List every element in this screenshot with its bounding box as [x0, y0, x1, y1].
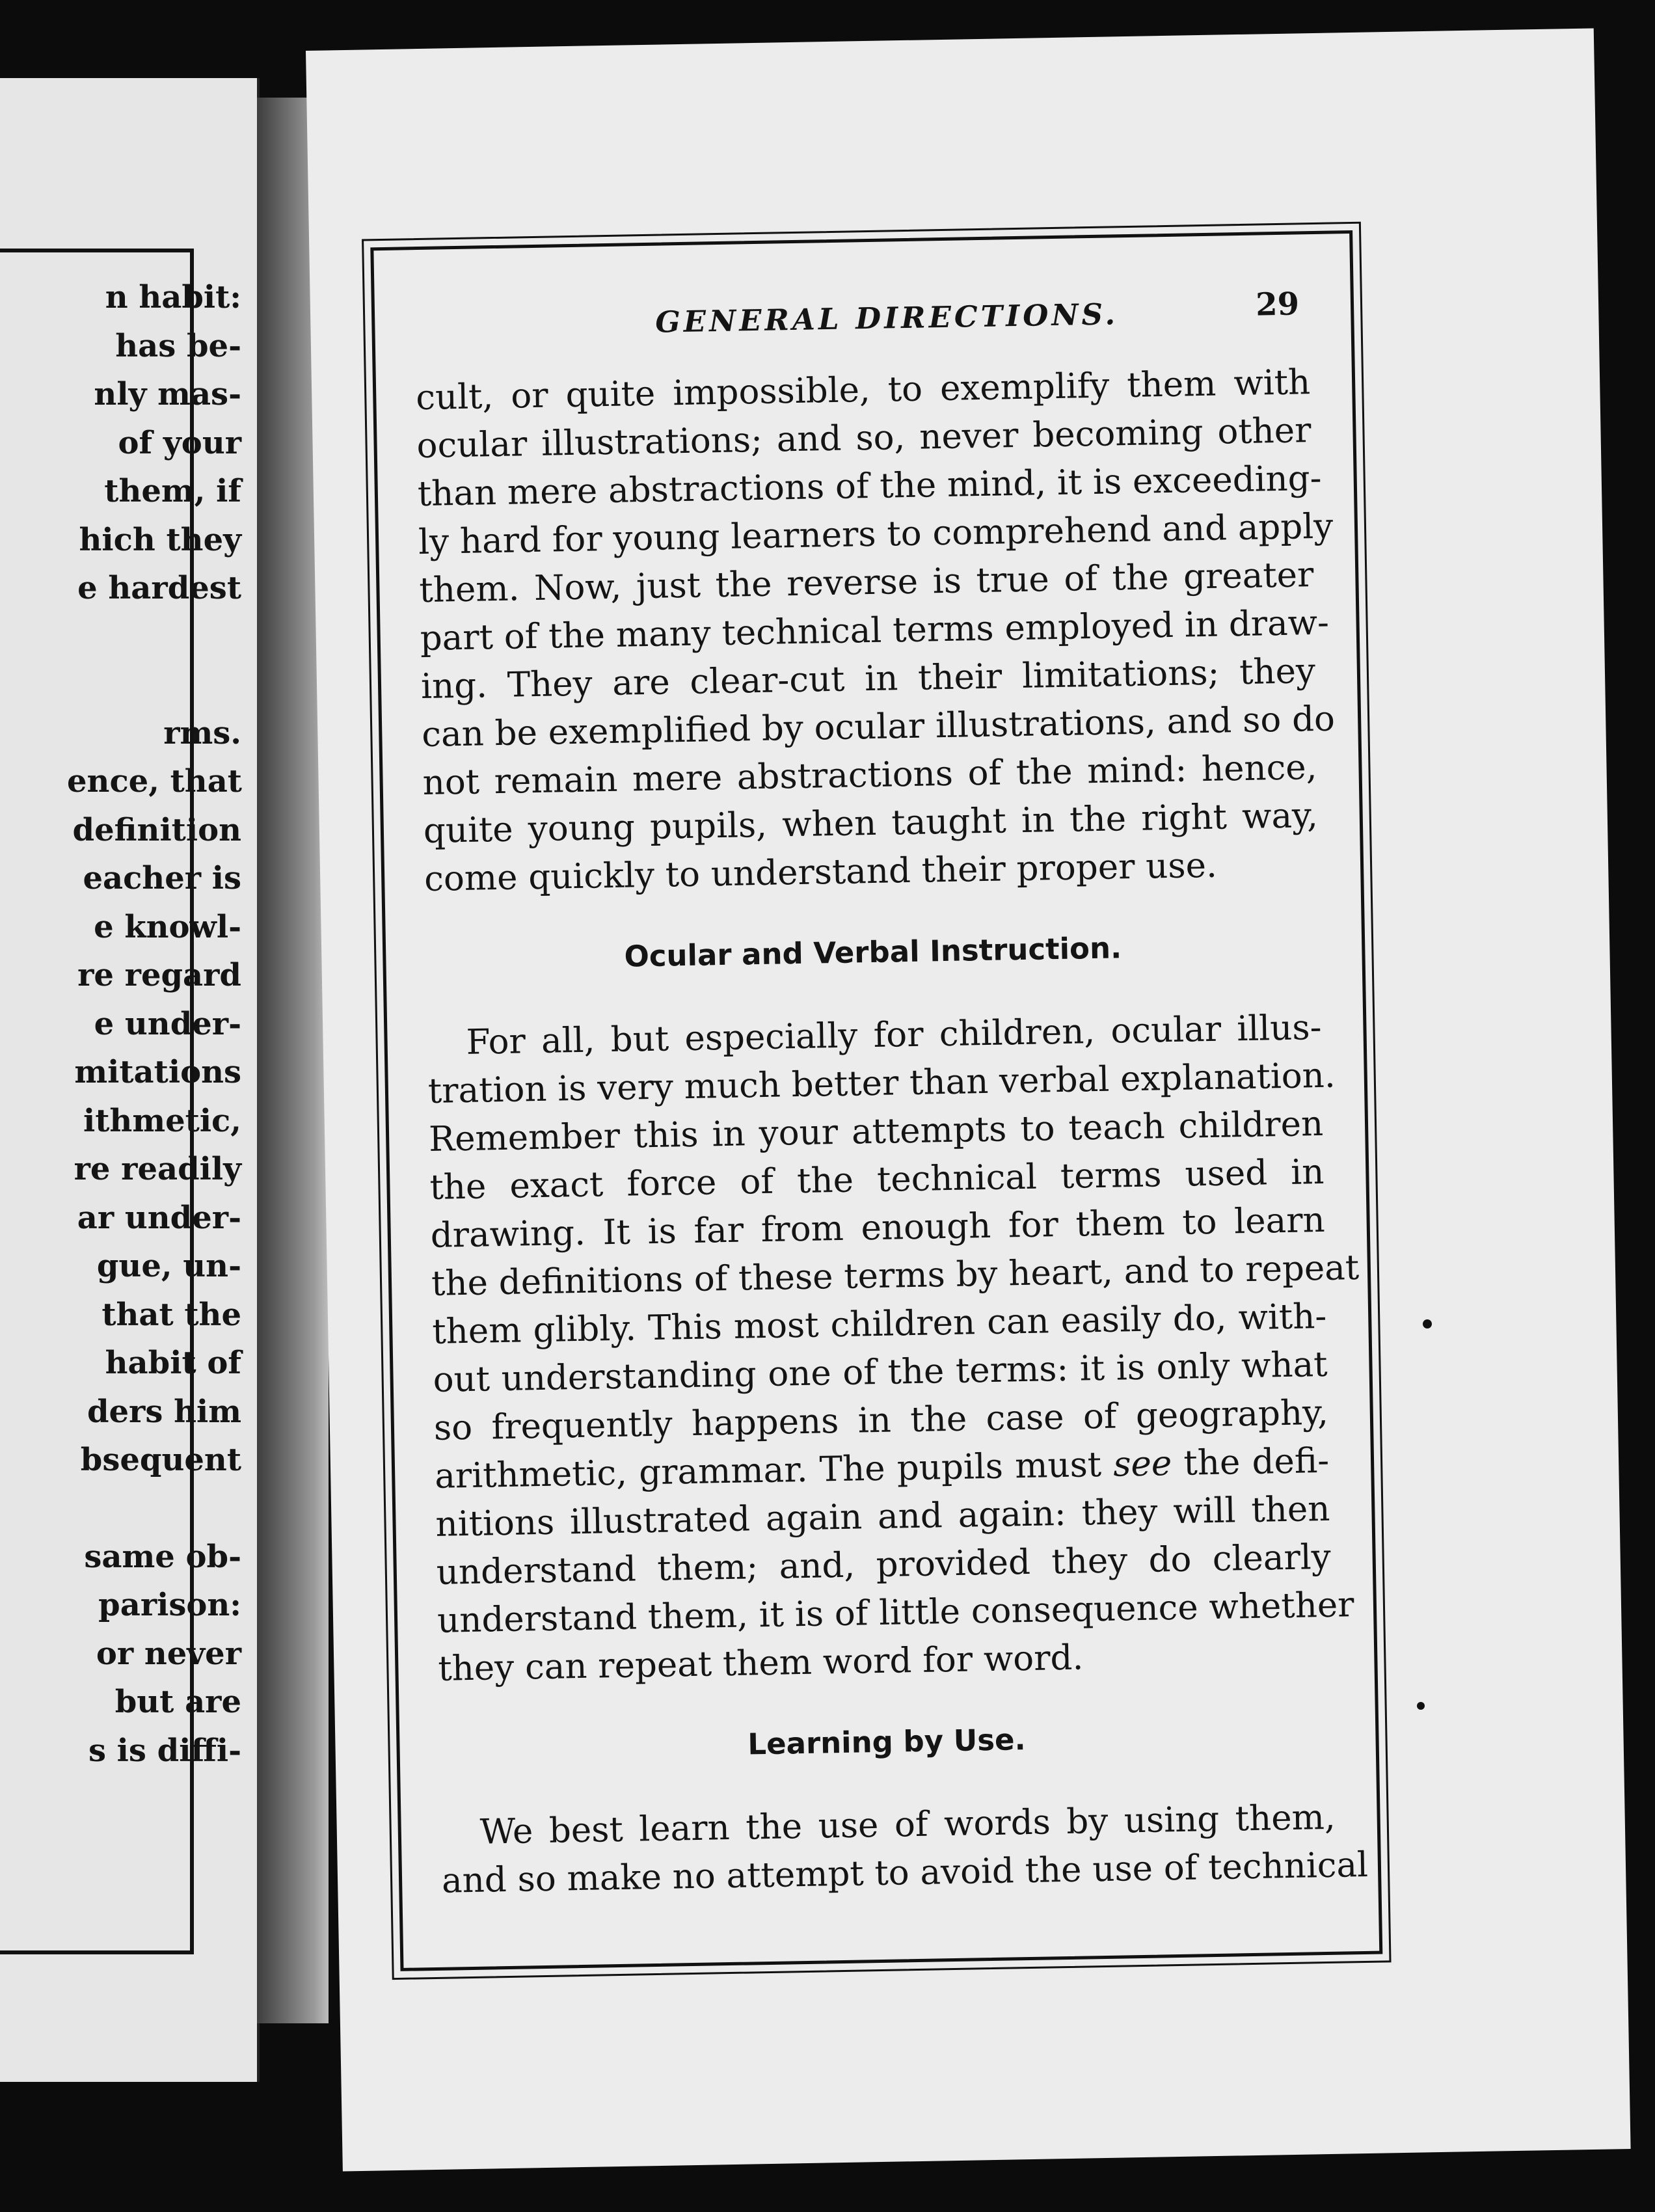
left-line: hich they: [79, 521, 241, 558]
left-line: bsequent: [80, 1442, 241, 1478]
text-line: Remember this in your attempts to teach children: [428, 1103, 1324, 1159]
margin-speck: [1423, 1319, 1432, 1329]
text-line: out understanding one of the terms: it is only what: [433, 1344, 1328, 1400]
left-line: has be-: [115, 327, 241, 364]
left-line: rms.: [163, 714, 241, 751]
text-line: them. Now, just the reverse is true of the greater: [418, 555, 1314, 611]
left-line: n habit:: [105, 279, 241, 316]
text-line: understand them; and, provided they do clearly: [436, 1537, 1332, 1593]
section-heading-learning-by-use: Learning by Use.: [747, 1722, 1027, 1762]
text-line: For all, but especially for children, ocular illus-: [466, 1007, 1322, 1062]
text-line: quite young pupils, when taught in the right way,: [423, 796, 1319, 852]
left-line: of your: [118, 424, 241, 461]
left-line: definition: [72, 811, 241, 848]
left-line: parison:: [98, 1587, 241, 1623]
left-page: [0, 78, 260, 2082]
running-head-title: GENERAL DIRECTIONS.: [654, 297, 1119, 340]
text-line: understand them, it is of little consequence whether: [437, 1585, 1354, 1641]
text-line: the exact force of the technical terms used in: [429, 1152, 1325, 1207]
left-line: nly mas-: [94, 376, 241, 412]
text-line: can be exemplified by ocular illustrations, and so do: [421, 699, 1336, 755]
text-line: come quickly to understand their proper use.: [424, 845, 1218, 900]
left-line: but are: [114, 1684, 241, 1720]
left-line-gap: [67, 661, 241, 709]
text-line: cult, or quite impossible, to exemplify them with: [415, 362, 1311, 418]
left-line: ar under-: [77, 1199, 241, 1236]
text-line: and so make no attempt to avoid the use of technical: [441, 1844, 1369, 1901]
text-line: ocular illustrations; and so, never becoming other: [416, 411, 1312, 466]
text-line: the definitions of these terms by heart, and to repeat: [431, 1248, 1360, 1304]
emphasized-word: see: [1112, 1444, 1172, 1485]
left-line: same ob-: [84, 1538, 241, 1575]
text-line: tration is very much better than verbal explanation.: [427, 1055, 1336, 1111]
text-line: than mere abstractions of the mind, it is exceeding-: [417, 458, 1322, 515]
left-line-gap: [67, 1485, 241, 1533]
left-line: e hardest: [77, 570, 241, 606]
text-line: ing. They are clear-cut in their limitations; they: [420, 651, 1316, 707]
left-line: gue, un-: [96, 1248, 241, 1284]
text-line: drawing. It is far from enough for them to learn: [430, 1200, 1326, 1256]
left-line: e under-: [94, 1005, 241, 1042]
text-line: them glibly. This most children can easily do, with-: [431, 1296, 1327, 1352]
left-line: habit of: [105, 1345, 241, 1381]
text-fragment: the defi-: [1183, 1440, 1330, 1483]
text-line: We best learn the use of words by using them,: [479, 1797, 1336, 1852]
left-line: re regard: [77, 957, 241, 993]
section-heading-ocular-verbal: Ocular and Verbal Instruction.: [624, 930, 1122, 974]
left-line: mitations: [74, 1054, 241, 1090]
text-fragment: arithmetic, grammar. The pupils must: [434, 1444, 1102, 1496]
page-number: 29: [1255, 286, 1300, 323]
left-line: ithmetic,: [83, 1102, 241, 1139]
text-line: so frequently happens in the case of geography,: [433, 1392, 1329, 1448]
body-text: [415, 358, 1369, 1906]
left-line: s is diffi-: [88, 1732, 241, 1769]
text-line: nitions illustrated again and again: they will then: [435, 1489, 1330, 1544]
text-line: not remain mere abstractions of the mind: hence,: [422, 748, 1317, 803]
right-page: [306, 28, 1631, 2171]
left-line: ders him: [87, 1393, 241, 1430]
text-line: part of the many technical terms employed in draw-: [420, 602, 1330, 659]
left-line: eacher is: [83, 860, 241, 897]
left-line: e knowl-: [94, 908, 241, 945]
left-page-text: [67, 273, 241, 1775]
text-line: they can repeat them word for word.: [437, 1638, 1084, 1689]
margin-speck: [1417, 1702, 1425, 1710]
left-line: re readily: [74, 1151, 241, 1187]
left-line-gap: [67, 613, 241, 661]
left-line: or never: [96, 1635, 241, 1672]
left-line: ence, that: [67, 763, 242, 800]
left-line: that the: [101, 1296, 241, 1333]
text-line: ly hard for young learners to comprehend and apply: [418, 506, 1334, 563]
left-line: them, if: [104, 473, 241, 509]
